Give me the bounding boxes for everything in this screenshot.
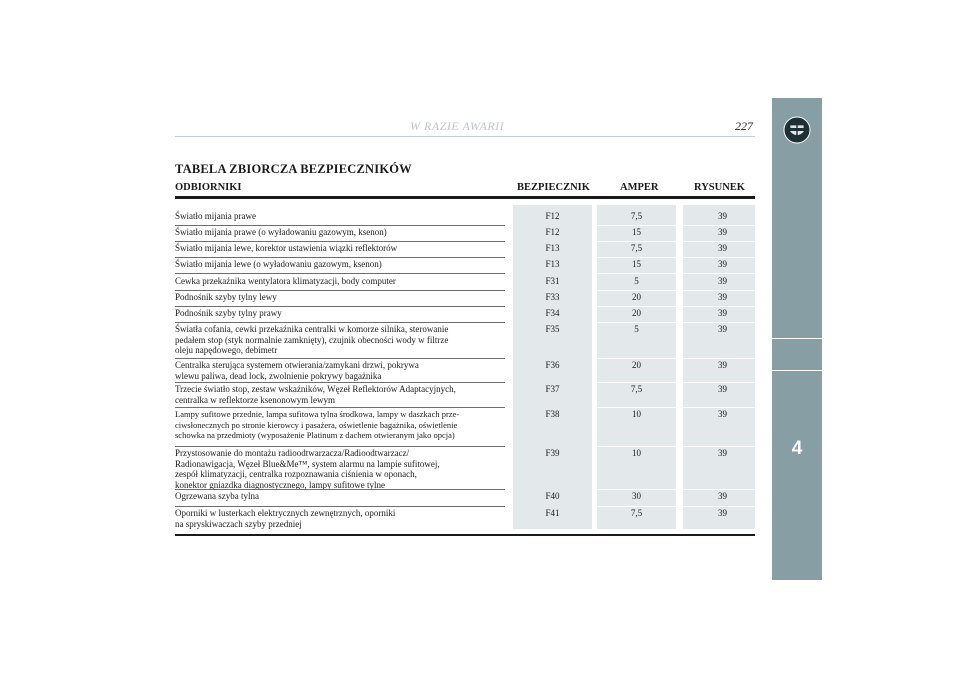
consumer-description: Przystosowanie do montażu radioodtwarzacza/Radioodtwarzacz/ Radionawigacja, Węzeł Blue&Me™, system alarmu na lampie sufitowej, zespół klimatyzacji, centralka rozpoznawania ciśnienia w oponach, konektor gniazdka diagnostycznego, lampy sufitowe tylne — [175, 448, 440, 490]
fuse-id: F40 — [545, 491, 560, 501]
row-separator — [175, 257, 505, 258]
header-rule — [175, 136, 755, 137]
table-bottom-rule — [175, 534, 755, 536]
fuse-id: F12 — [545, 211, 560, 221]
hsep-fig — [683, 489, 755, 490]
consumer-description: Ogrzewana szyba tylna — [175, 491, 259, 501]
consumer-description: Oporniki w lusterkach elektrycznych zewnętrznych, oporniki na spryskiwaczach szyby przedniej — [175, 508, 396, 529]
table-row — [175, 243, 755, 258]
table-row — [175, 409, 755, 447]
table-row — [175, 508, 755, 534]
consumer-description: Światło mijania lewe, korektor ustawienia wiązki reflektorów — [175, 243, 398, 253]
table-row — [175, 491, 755, 507]
figure-number: 39 — [718, 508, 727, 518]
consumer-description: Światła cofania, cewki przekaźnika centralki w komorze silnika, sterowanie pedałem stop (styk normalnie zamknięty), czujnik obecności wody w filtrze oleju napędowego, debimetr — [175, 324, 449, 355]
amperage: 7,5 — [630, 211, 643, 221]
figure-number: 39 — [718, 324, 727, 334]
consumer-description: Cewka przekaźnika wentylatora klimatyzacji, body computer — [175, 276, 396, 286]
figure-number: 39 — [718, 292, 727, 302]
hsep-fig — [683, 358, 755, 359]
hsep-fig — [683, 241, 755, 242]
column-header-odbiorniki: ODBIORNIKI — [175, 182, 242, 193]
row-separator — [175, 446, 505, 447]
fuse-id: F34 — [545, 308, 560, 318]
header-underline — [175, 196, 755, 199]
consumer-description: Podnośnik szyby tylny prawy — [175, 308, 282, 318]
hsep-fig — [683, 273, 755, 274]
amperage: 20 — [632, 292, 641, 302]
figure-number: 39 — [718, 243, 727, 253]
figure-number: 39 — [718, 308, 727, 318]
lancia-shield-icon — [783, 116, 811, 144]
fuse-id: F13 — [545, 243, 560, 253]
amperage: 15 — [632, 227, 641, 237]
tab-divider-top — [772, 338, 822, 339]
amperage: 7,5 — [630, 384, 643, 394]
row-separator — [175, 241, 505, 242]
table-row — [175, 227, 755, 242]
hsep-amp — [597, 273, 676, 274]
hsep-amp — [597, 382, 676, 383]
table-row — [175, 308, 755, 323]
amperage: 20 — [632, 308, 641, 318]
consumer-description: Światło mijania prawe — [175, 211, 256, 221]
hsep-amp — [597, 506, 676, 507]
hsep-fig — [683, 290, 755, 291]
figure-number: 39 — [718, 360, 727, 370]
row-separator — [175, 306, 505, 307]
consumer-description: Centralka sterująca systemem otwierania/zamykani drzwi, pokrywa wlewu paliwa, dead lock, zwolnienie pokrywy bagażnika — [175, 360, 419, 381]
figure-number: 39 — [718, 448, 727, 458]
fuse-id: F13 — [545, 259, 560, 269]
row-separator — [175, 382, 505, 383]
consumer-description: Trzecie światło stop, zestaw wskaźników, Węzeł Reflektorów Adaptacyjnych, centralka w reflektorze ksenonowym lewym — [175, 384, 456, 405]
table-row — [175, 211, 755, 226]
table-row — [175, 384, 755, 408]
table-row — [175, 324, 755, 359]
row-separator — [175, 506, 505, 507]
section-title: W RAZIE AWARII — [410, 119, 505, 133]
row-separator — [175, 225, 505, 226]
row-separator — [175, 290, 505, 291]
chapter-number: 4 — [791, 438, 803, 459]
fuse-id: F33 — [545, 292, 560, 302]
hsep-fig — [683, 506, 755, 507]
figure-number: 39 — [718, 211, 727, 221]
page-number: 227 — [735, 119, 753, 133]
consumer-description: Światło mijania prawe (o wyładowaniu gazowym, ksenon) — [175, 227, 387, 237]
hsep-amp — [597, 241, 676, 242]
figure-number: 39 — [718, 384, 727, 394]
fuse-id: F12 — [545, 227, 560, 237]
table-row — [175, 360, 755, 383]
figure-number: 39 — [718, 409, 727, 419]
figure-number: 39 — [718, 276, 727, 286]
row-separator — [175, 322, 505, 323]
hsep-amp — [597, 225, 676, 226]
hsep-amp — [597, 358, 676, 359]
hsep-amp — [597, 407, 676, 408]
amperage: 10 — [632, 409, 641, 419]
column-header-bezpiecznik: BEZPIECZNIK — [517, 182, 590, 193]
row-separator — [175, 273, 505, 274]
table-row — [175, 448, 755, 490]
table-row — [175, 276, 755, 291]
table-row — [175, 292, 755, 307]
amperage: 5 — [634, 324, 639, 334]
figure-number: 39 — [718, 227, 727, 237]
row-separator — [175, 407, 505, 408]
figure-number: 39 — [718, 259, 727, 269]
consumer-description: Lampy sufitowe przednie, lampa sufitowa tylna środkowa, lampy w daszkach prze- ciwsłonecznych po stronie kierowcy i pasażera, oświetlenie bagażnika, oświetlenie schowka na przedmioty (wyposażenie Platinum z dachem otwieranym jako opcja) — [175, 409, 460, 440]
hsep-fig — [683, 407, 755, 408]
amperage: 30 — [632, 491, 641, 501]
fuse-id: F31 — [545, 276, 560, 286]
fuse-id: F38 — [545, 409, 560, 419]
tab-divider-bottom — [772, 370, 822, 371]
fuse-id: F41 — [545, 508, 560, 518]
amperage: 7,5 — [630, 243, 643, 253]
hsep-fig — [683, 446, 755, 447]
consumer-description: Podnośnik szyby tylny lewy — [175, 292, 277, 302]
figure-number: 39 — [718, 491, 727, 501]
amperage: 15 — [632, 259, 641, 269]
hsep-amp — [597, 257, 676, 258]
amperage: 20 — [632, 360, 641, 370]
fuse-id: F39 — [545, 448, 560, 458]
amperage: 7,5 — [630, 508, 643, 518]
fuse-id: F37 — [545, 384, 560, 394]
hsep-amp — [597, 489, 676, 490]
amperage: 10 — [632, 448, 641, 458]
amperage: 5 — [634, 276, 639, 286]
row-separator — [175, 358, 505, 359]
fuse-id: F36 — [545, 360, 560, 370]
table-title: TABELA ZBIORCZA BEZPIECZNIKÓW — [175, 162, 412, 176]
hsep-amp — [597, 290, 676, 291]
column-header-amper: AMPER — [620, 182, 659, 193]
table-row — [175, 259, 755, 274]
hsep-fig — [683, 225, 755, 226]
hsep-fig — [683, 306, 755, 307]
hsep-fig — [683, 257, 755, 258]
chapter-side-tab — [772, 98, 822, 580]
hsep-amp — [597, 306, 676, 307]
hsep-amp — [597, 322, 676, 323]
hsep-fig — [683, 322, 755, 323]
hsep-fig — [683, 382, 755, 383]
fuse-id: F35 — [545, 324, 560, 334]
column-header-rysunek: RYSUNEK — [694, 182, 745, 193]
row-separator — [175, 489, 505, 490]
hsep-amp — [597, 446, 676, 447]
consumer-description: Światło mijania lewe (o wyładowaniu gazowym, ksenon) — [175, 259, 382, 269]
